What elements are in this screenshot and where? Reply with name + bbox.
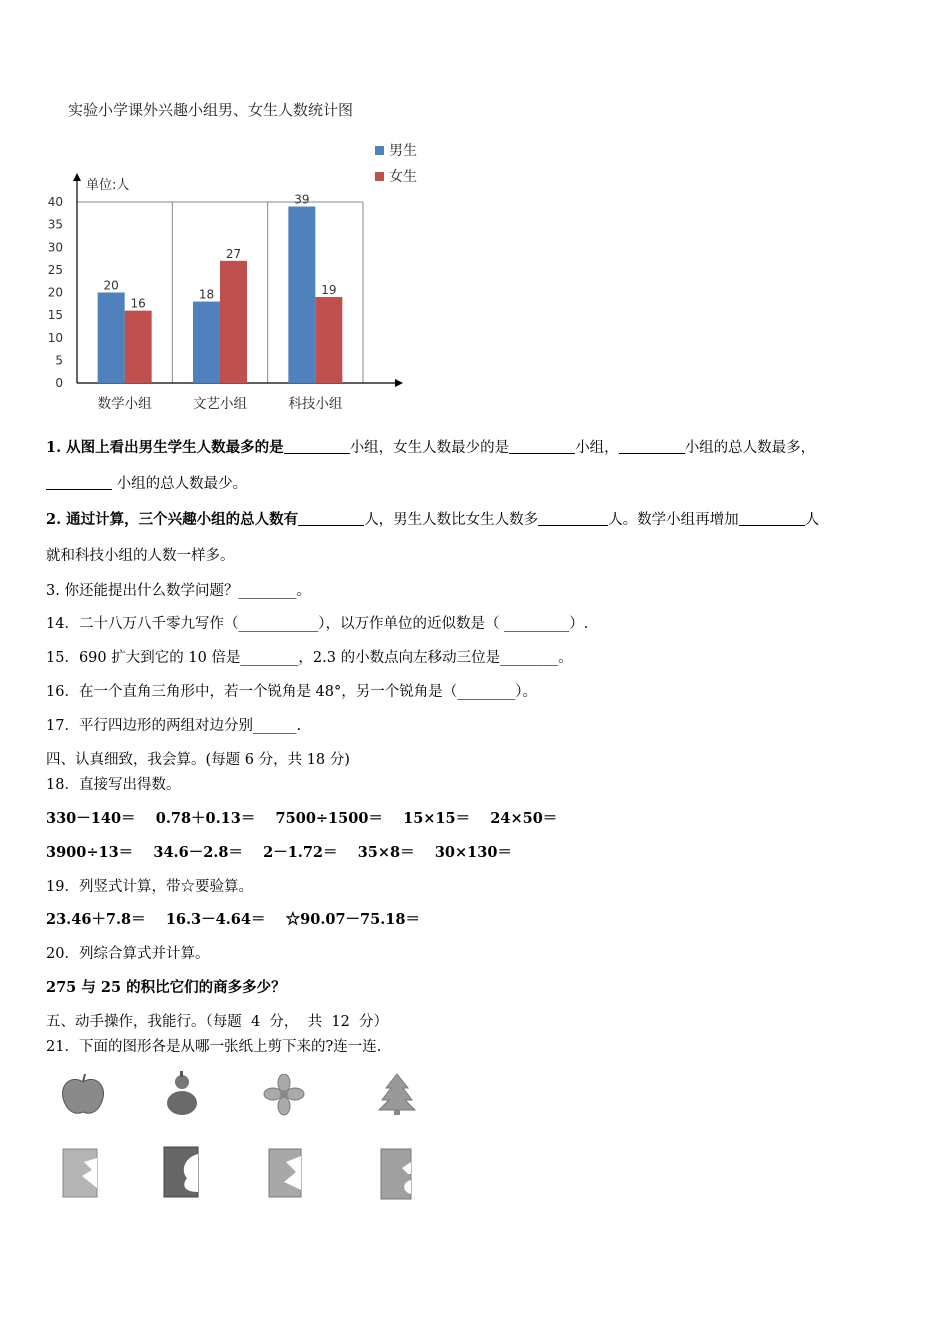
section-4-heading: 四、认真细致，我会算。(每题 6 分，共 18 分) [46, 752, 350, 768]
q1-text-b: 小组，女生人数最少的是 [349, 440, 510, 456]
y-axis-unit-label: 单位:人 [86, 178, 130, 193]
question-18-row-1: 330－140＝ 0.78＋0.13＝ 7500÷1500＝ 15×15＝ 24×50＝ [46, 810, 558, 827]
question-14: 14．二十八万八千零九写作（___________），以万作单位的近似数是（ _________）. [46, 616, 589, 632]
bar-chart [30, 135, 450, 425]
legend-label: 女生 [389, 169, 417, 185]
question-18-row-2: 3900÷13＝ 34.6－2.8＝ 2－1.72＝ 35×8＝ 30×130＝ [46, 844, 512, 861]
legend-swatch [375, 172, 384, 181]
bar-data-label: 18 [198, 287, 215, 302]
x-category-label: 数学小组 [97, 396, 152, 412]
gourd-cutout-image[interactable] [160, 1070, 204, 1118]
chart-title: 实验小学课外兴趣小组男、女生人数统计图 [68, 101, 354, 119]
question-18: 18．直接写出得数。 [46, 777, 181, 793]
bar-male [193, 302, 220, 383]
apple-cutout-image[interactable] [58, 1072, 108, 1118]
bar-female [220, 261, 247, 383]
q2-blank-2[interactable] [538, 511, 608, 527]
question-3: 3. 你还能提出什么数学问题？________。 [46, 583, 311, 599]
question-1-line2 [46, 472, 247, 493]
q1-blank-3[interactable] [619, 439, 685, 455]
q1-blank-2[interactable] [509, 439, 575, 455]
question-19-row: 23.46＋7.8＝ 16.3－4.64＝ ☆90.07－75.18＝ [46, 911, 420, 928]
bar-data-label: 16 [130, 296, 146, 311]
paper-sheet-2-image[interactable] [163, 1146, 199, 1198]
question-20-text: 275 与 25 的积比它们的商多多少？ [46, 979, 286, 996]
flower-cutout-image[interactable] [262, 1074, 306, 1116]
question-17: 17．平行四边形的两组对边分别______. [46, 718, 302, 734]
question-21: 21．下面的图形各是从哪一张纸上剪下来的?连一连. [46, 1039, 382, 1055]
q1-text-e: 小组的总人数最少。 [112, 476, 248, 492]
y-tick-label: 20 [47, 285, 63, 300]
q2-text-d: 人 [804, 512, 820, 528]
question-1-line1 [46, 436, 815, 457]
bar-data-label: 39 [294, 192, 310, 207]
q1-blank-4[interactable] [46, 475, 112, 491]
q2-blank-1[interactable] [298, 511, 364, 527]
question-2-line1 [46, 508, 819, 529]
q1-text-a: 1. 从图上看出男生学生人数最多的是 [46, 439, 284, 456]
x-category-label: 文艺小组 [193, 396, 247, 412]
legend-label: 男生 [389, 143, 417, 159]
y-tick-label: 35 [47, 217, 63, 232]
y-tick-label: 5 [55, 353, 63, 368]
question-19: 19．列竖式计算，带☆要验算。 [46, 879, 253, 895]
bar-data-label: 27 [225, 246, 242, 261]
q2-text-b: 人，男生人数比女生人数多 [364, 512, 539, 528]
q1-blank-1[interactable] [284, 439, 350, 455]
bar-female [125, 311, 152, 383]
q2-text-a: 2. 通过计算，三个兴趣小组的总人数有 [46, 511, 299, 528]
paper-sheet-1-image[interactable] [62, 1148, 98, 1198]
q2-blank-3[interactable] [739, 511, 805, 527]
y-tick-label: 30 [47, 240, 63, 255]
q1-text-d: 小组的总人数最多， [684, 440, 816, 456]
x-category-label: 科技小组 [288, 396, 343, 412]
bar-data-label: 19 [321, 283, 337, 298]
bar-data-label: 20 [103, 278, 119, 293]
paper-sheet-4-image[interactable] [380, 1148, 412, 1200]
question-16: 16．在一个直角三角形中，若一个锐角是 48°，另一个锐角是（________）。 [46, 684, 538, 700]
q2-text-c: 人。数学小组再增加 [608, 512, 739, 528]
y-tick-label: 40 [47, 195, 63, 209]
y-tick-label: 0 [55, 376, 63, 390]
y-tick-label: 25 [47, 262, 63, 277]
bar-male [98, 293, 125, 384]
question-20: 20．列综合算式并计算。 [46, 946, 210, 962]
tree-cutout-image[interactable] [377, 1072, 417, 1116]
question-15: 15．690 扩大到它的 10 倍是________，2.3 的小数点向左移动三位是________。 [46, 650, 573, 666]
y-axis-arrow [73, 173, 81, 181]
paper-sheet-3-image[interactable] [268, 1148, 302, 1198]
x-axis-arrow [395, 379, 403, 387]
question-2-line2: 就和科技小组的人数一样多。 [46, 548, 235, 564]
bar-female [315, 297, 342, 383]
y-tick-label: 15 [47, 308, 63, 323]
y-tick-label: 10 [47, 330, 63, 345]
bar-male [288, 207, 315, 383]
section-5-heading: 五、动手操作，我能行。（每题 4 分， 共 12 分） [46, 1014, 389, 1030]
q1-text-c: 小组， [575, 440, 619, 456]
legend-swatch [375, 146, 384, 155]
